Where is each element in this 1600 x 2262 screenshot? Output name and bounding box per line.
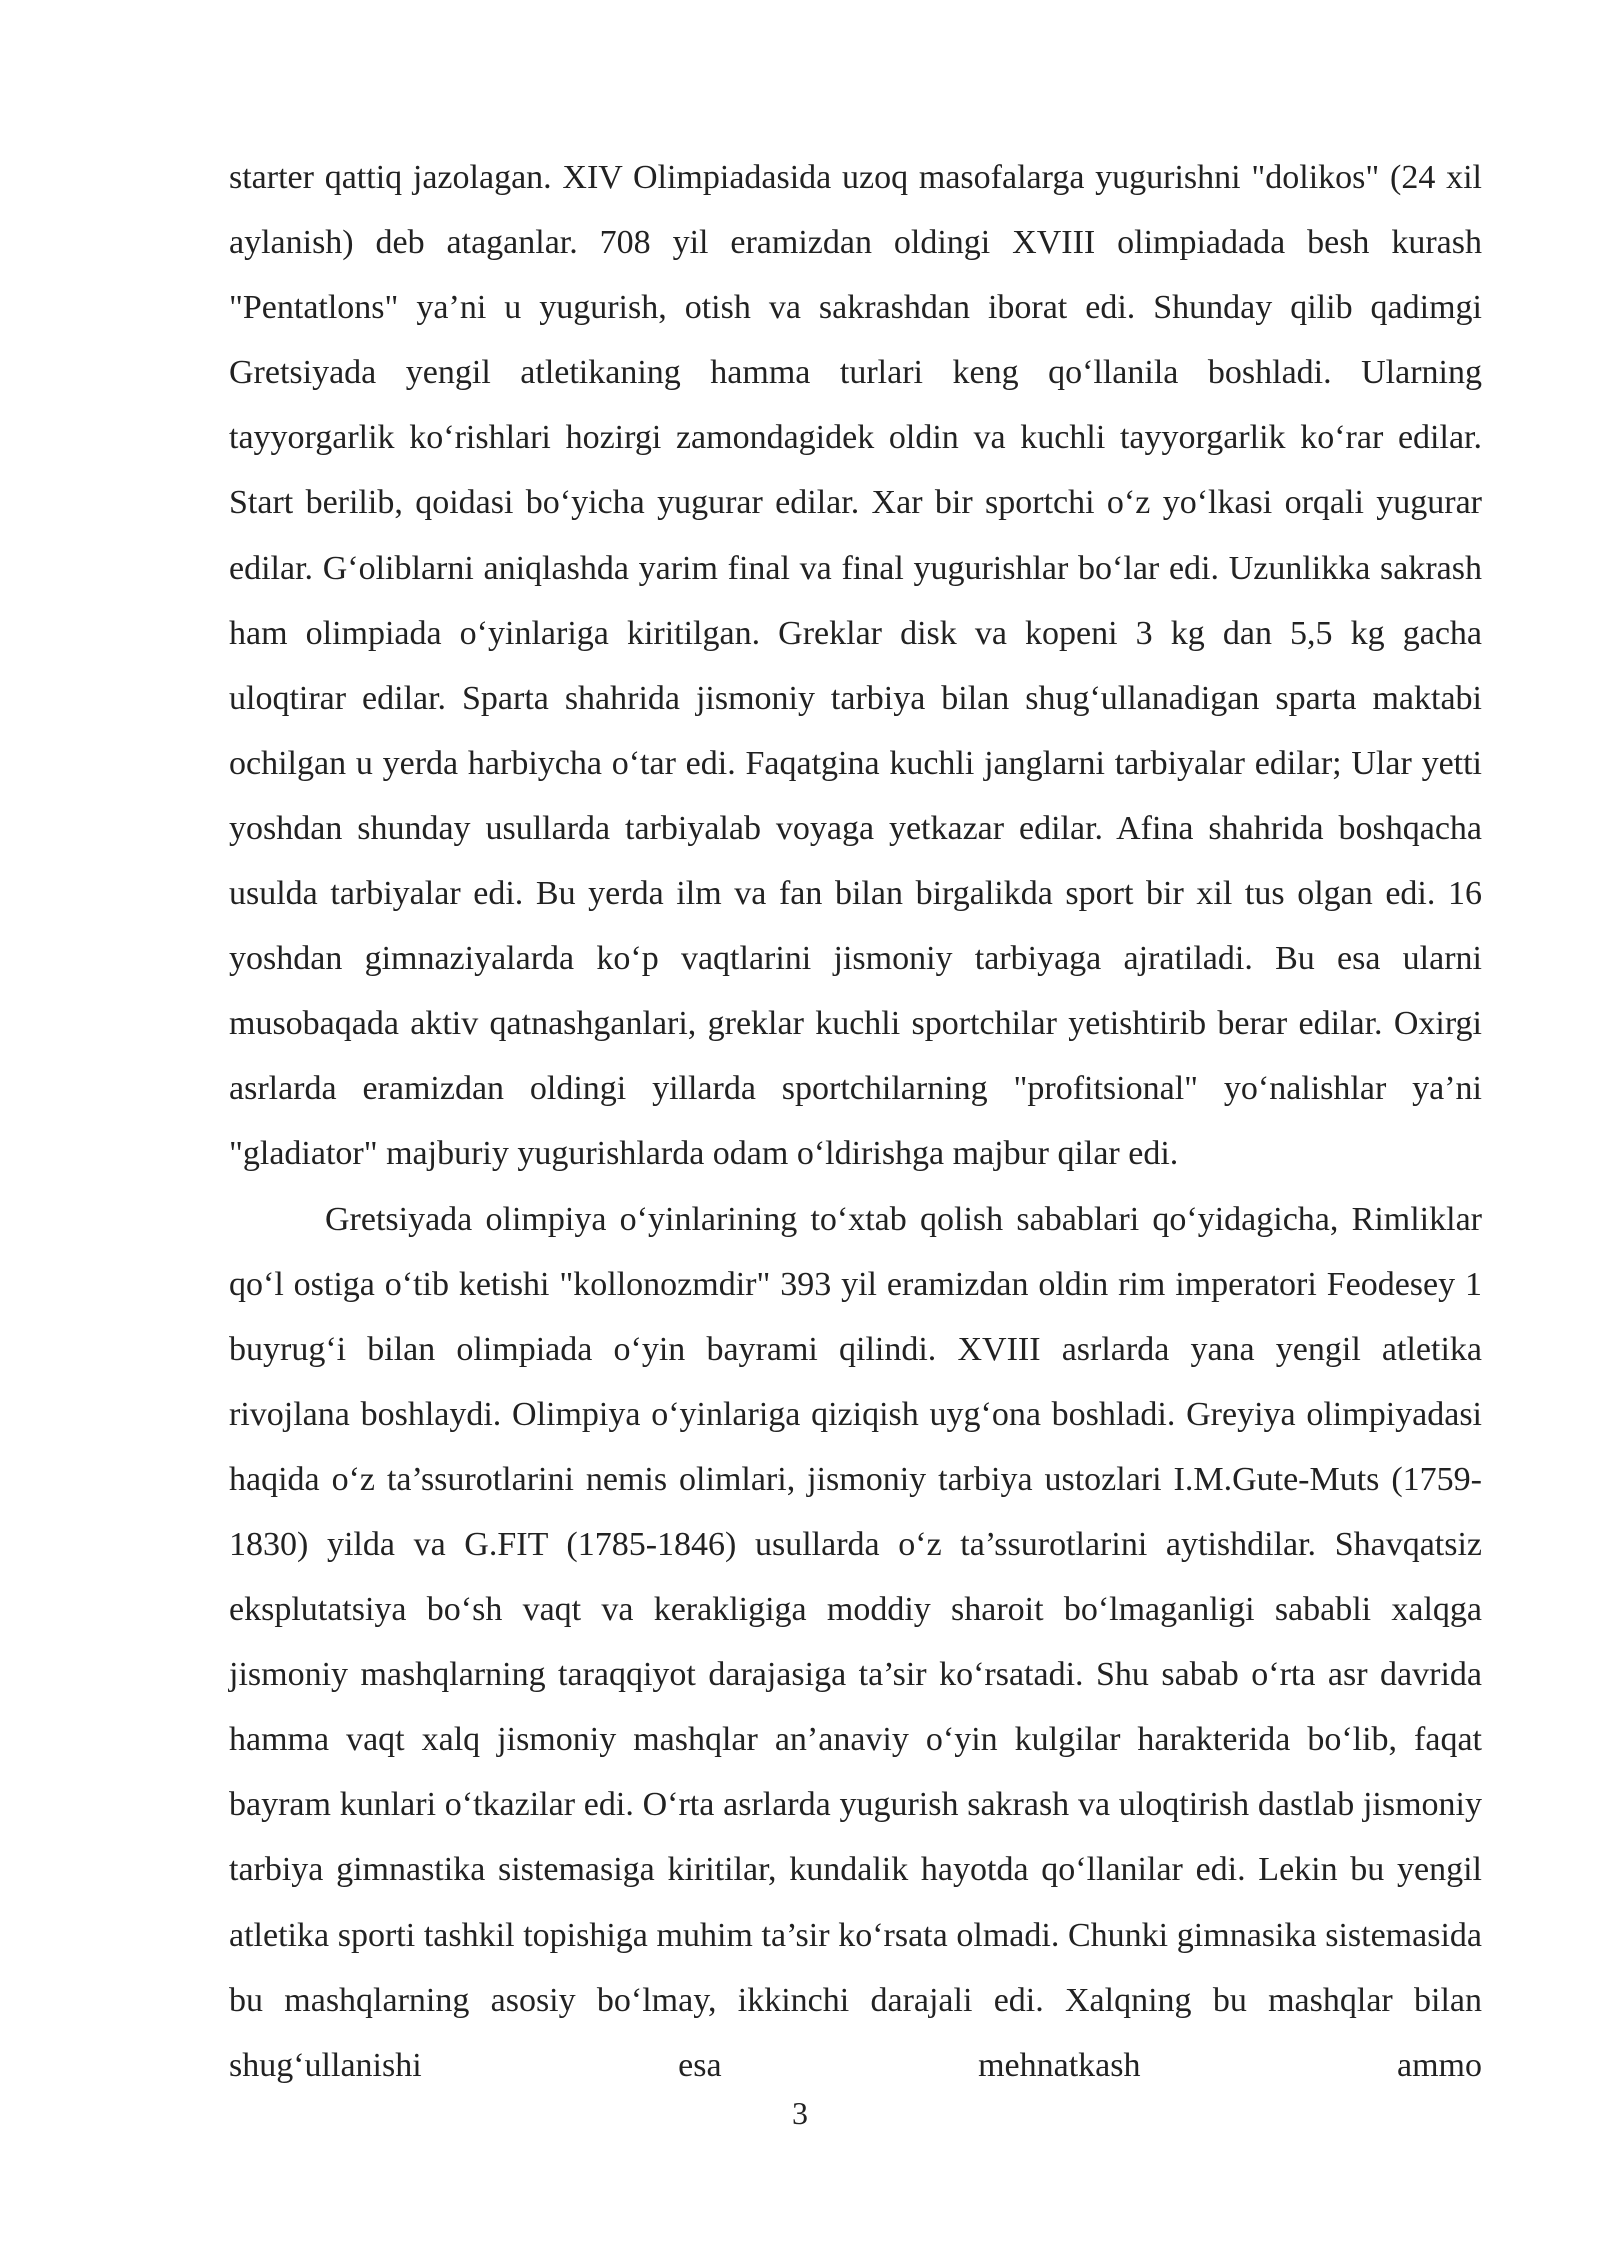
paragraph-1: starter qattiq jazolagan. XIV Olimpiadasida uzoq masofalarga yugurishni "dolikos" (24 xil aylanish) deb ataganlar. 708 yil eramizdan oldingi XVIII olimpiadada besh kurash "Pentatlons" ya’ni u yugurish, otish va sakrashdan iborat edi. Shunday qilib qadimgi Gretsiyada yengil atletikaning hamma turlari keng qo‘llanila boshladi. Ularning tayyorgarlik ko‘rishlari hozirgi zamondagidek oldin va kuchli tayyorgarlik ko‘rar edilar. Start berilib, qoidasi bo‘yicha yugurar edilar. Xar bir sportchi o‘z yo‘lkasi orqali yugurar edilar. G‘oliblarni aniqlashda yarim final va final yugurishlar bo‘lar edi. Uzunlikka sakrash ham olimpiada o‘yinlariga kiritilgan. Greklar disk va kopeni 3 kg dan 5,5 kg gacha uloqtirar edilar. Sparta shahrida jismoniy tarbiya bilan shug‘ullanadigan sparta maktabi ochilgan u yerda harbiycha o‘tar edi. Faqatgina kuchli janglarni tarbiyalar edilar; Ular yetti yoshdan shunday usullarda tarbiyalab voyaga yetkazar edilar. Afina shahrida boshqacha usulda tarbiyalar edi. Bu yerda ilm va fan bilan birgalikda sport bir xil tus olgan edi. 16 yoshdan gimnaziyalarda ko‘p vaqtlarini jismoniy tarbiyaga ajratiladi. Bu esa ularni musobaqada aktiv qatnashganlari, greklar kuchli sportchilar yetishtirib berar edilar. Oxirgi asrlarda eramizdan oldingi yillarda sportchilarning "profitsional" yo‘nalishlar ya’ni "gladiator" majburiy yugurishlarda odam o‘ldirishga majbur qilar edi. <box>229 159 1482 1173</box>
paragraph-2: Gretsiyada olimpiya o‘yinlarining to‘xtab qolish sabablari qo‘yidagicha, Rimliklar qo‘l ostiga o‘tib ketishi "kollonozmdir" 393 yil eramizdan oldin rim imperatori Feodesey 1 buyrug‘i bilan olimpiada o‘yin bayrami qilindi. XVIII asrlarda yana yengil atletika rivojlana boshlaydi. Olimpiya o‘yinlariga qiziqish uyg‘ona boshladi. Greyiya olimpiyadasi haqida o‘z ta’ssurotlarini nemis olimlari, jismoniy tarbiya ustozlari I.M.Gute-Muts (1759-1830) yilda va G.FIT (1785-1846) usullarda o‘z ta’ssurotlarini aytishdilar. Shavqatsiz eksplutatsiya bo‘sh vaqt va kerakligiga moddiy sharoit bo‘lmaganligi sababli xalqga jismoniy mashqlarning taraqqiyot darajasiga ta’sir ko‘rsatadi. Shu sabab o‘rta asr davrida hamma vaqt xalq jismoniy mashqlar an’anaviy o‘yin kulgilar harakterida bo‘lib, faqat bayram kunlari o‘tkazilar edi. O‘rta asrlarda yugurish sakrash va uloqtirish dastlab jismoniy tarbiya gimnastika sistemasiga kiritilar, kundalik hayotda qo‘llanilar edi. Lekin bu yengil atletika sporti tashkil topishiga muhim ta’sir ko‘rsata olmadi. Chunki gimnasika sistemasida bu mashqlarning asosiy bo‘lmay, ikkinchi darajali edi. Xalqning bu mashqlar bilan shug‘ullanishi esa mehnatkash ammo <box>229 1200 1482 2084</box>
page-number: 3 <box>792 2095 808 2131</box>
body-text <box>229 145 1482 2098</box>
